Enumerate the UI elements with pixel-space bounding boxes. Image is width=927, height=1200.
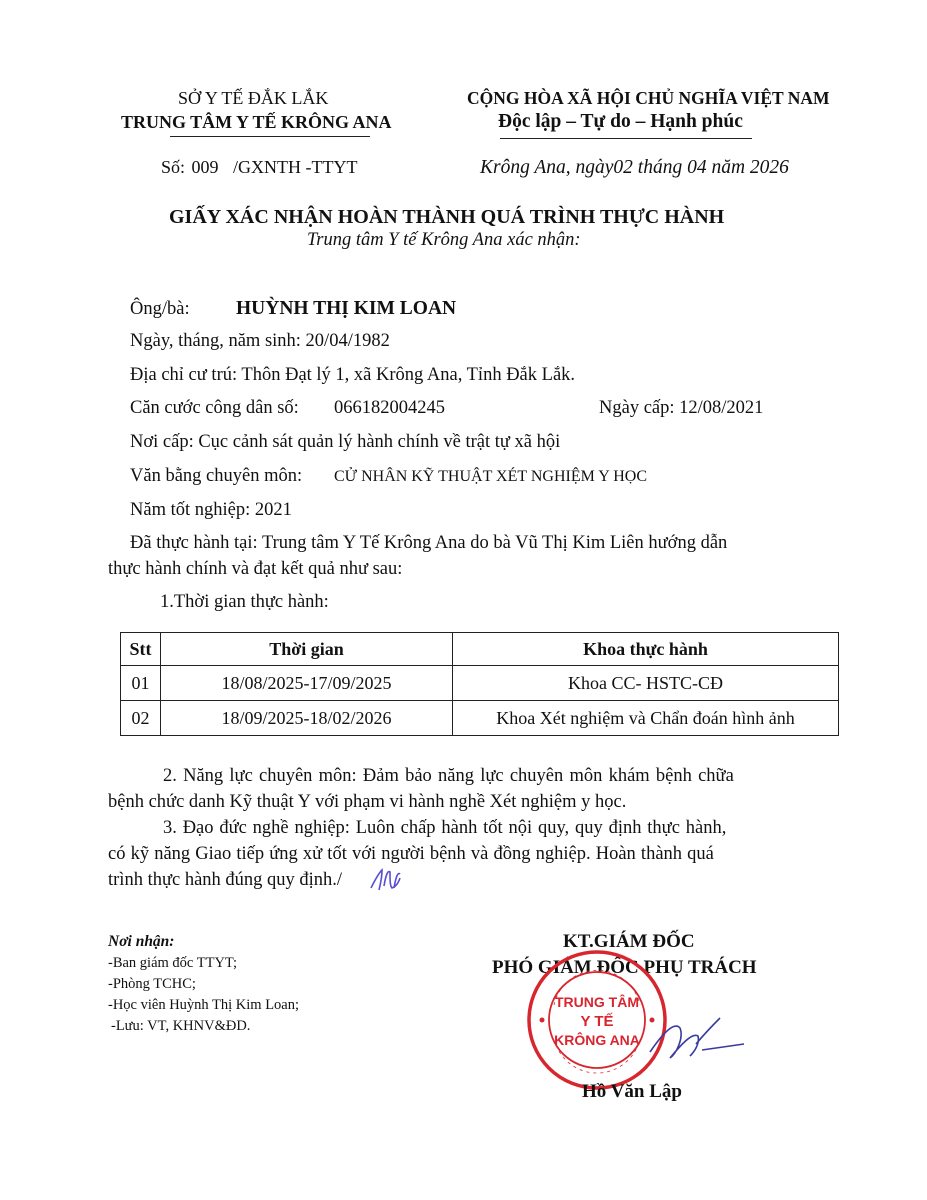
recipient-item: -Lưu: VT, KHNV&ĐD. (111, 1018, 251, 1034)
signature-title-2: PHÓ GIÁM ĐỐC PHỤ TRÁCH (492, 957, 757, 978)
id-value: 066182004245 (334, 398, 445, 418)
practice-intro-line2: thực hành chính và đạt kết quả như sau: (108, 559, 403, 579)
signer-name: Hồ Văn Lập (582, 1081, 682, 1102)
graduation-year: Năm tốt nghiệp: 2021 (130, 500, 292, 520)
section-3-line2: có kỹ năng Giao tiếp ứng xử tốt với người bệnh và đồng nghiệp. Hoàn thành quá (108, 844, 714, 864)
id-label: Căn cước công dân số: (130, 398, 299, 418)
document-title: GIẤY XÁC NHẬN HOÀN THÀNH QUÁ TRÌNH THỰC HÀNH (169, 206, 725, 228)
place-date: Krông Ana, ngày02 tháng 04 năm 2026 (480, 157, 789, 178)
motto-underline (500, 138, 752, 139)
cell-stt: 01 (121, 666, 161, 701)
recipients-list (108, 953, 299, 1037)
motto: Độc lập – Tự do – Hạnh phúc (498, 111, 743, 132)
document-number (161, 157, 358, 178)
signature-title-1: KT.GIÁM ĐỐC (563, 931, 695, 952)
agency-name: TRUNG TÂM Y TẾ KRÔNG ANA (121, 112, 392, 132)
header-time: Thời gian (161, 633, 453, 666)
stamp-text-2: Y TẾ (580, 1013, 614, 1030)
section-2-line2: bệnh chức danh Kỹ thuật Y với phạm vi hành nghề Xét nghiệm y học. (108, 792, 627, 812)
name-label: Ông/bà: (130, 299, 190, 319)
table-header-row (121, 633, 839, 666)
issue-place: Nơi cấp: Cục cảnh sát quản lý hành chính về trật tự xã hội (130, 432, 561, 452)
section-2-line1: 2. Năng lực chuyên môn: Đảm bảo năng lực chuyên môn khám bệnh chữa (163, 766, 734, 786)
number-label: Số: (161, 157, 186, 177)
number-value: 009 (191, 157, 219, 177)
degree-label: Văn bằng chuyên môn: (130, 466, 303, 486)
document-subtitle: Trung tâm Y tế Krông Ana xác nhận: (307, 230, 581, 250)
practice-intro-line1: Đã thực hành tại: Trung tâm Y Tế Krông Ana do bà Vũ Thị Kim Liên hướng dẫn (130, 533, 728, 553)
cell-department: Khoa Xét nghiệm và Chẩn đoán hình ảnh (453, 701, 839, 736)
recipient-item: -Phòng TCHC; (108, 976, 196, 992)
handwritten-signature (640, 1010, 750, 1070)
header-department: Khoa thực hành (453, 633, 839, 666)
agency-parent: SỞ Y TẾ ĐẮK LẮK (178, 88, 329, 108)
practice-table (120, 632, 839, 736)
section-1-heading: 1.Thời gian thực hành: (160, 592, 329, 612)
table-row (121, 701, 839, 736)
cell-department: Khoa CC- HSTC-CĐ (453, 666, 839, 701)
cell-time: 18/09/2025-18/02/2026 (161, 701, 453, 736)
country-name: CỘNG HÒA XÃ HỘI CHỦ NGHĨA VIỆT NAM (467, 88, 830, 108)
recipient-item: -Học viên Huỳnh Thị Kim Loan; (108, 997, 300, 1013)
stamp-text-3: KRÔNG ANA (554, 1032, 640, 1048)
recipients-label: Nơi nhận: (108, 933, 175, 950)
degree-value: CỬ NHÂN KỸ THUẬT XÉT NGHIỆM Y HỌC (334, 468, 647, 485)
section-3-line3: trình thực hành đúng quy định./ (108, 870, 343, 890)
agency-underline (170, 136, 370, 137)
table-row (121, 666, 839, 701)
address: Địa chỉ cư trú: Thôn Đạt lý 1, xã Krông Ana, Tỉnh Đắk Lắk. (130, 365, 576, 385)
date-of-birth: Ngày, tháng, năm sinh: 20/04/1982 (130, 331, 390, 351)
recipient-item: -Ban giám đốc TTYT; (108, 955, 237, 971)
cell-time: 18/08/2025-17/09/2025 (161, 666, 453, 701)
stamp-text-1: TRUNG TÂM (555, 994, 639, 1010)
number-suffix: /GXNTH -TTYT (233, 157, 358, 177)
cell-stt: 02 (121, 701, 161, 736)
header-stt: Stt (121, 633, 161, 666)
issue-date: Ngày cấp: 12/08/2021 (599, 398, 764, 418)
initials-mark (368, 866, 408, 894)
person-name: HUỲNH THỊ KIM LOAN (236, 298, 457, 319)
section-3-line1: 3. Đạo đức nghề nghiệp: Luôn chấp hành tốt nội quy, quy định thực hành, (163, 818, 727, 838)
